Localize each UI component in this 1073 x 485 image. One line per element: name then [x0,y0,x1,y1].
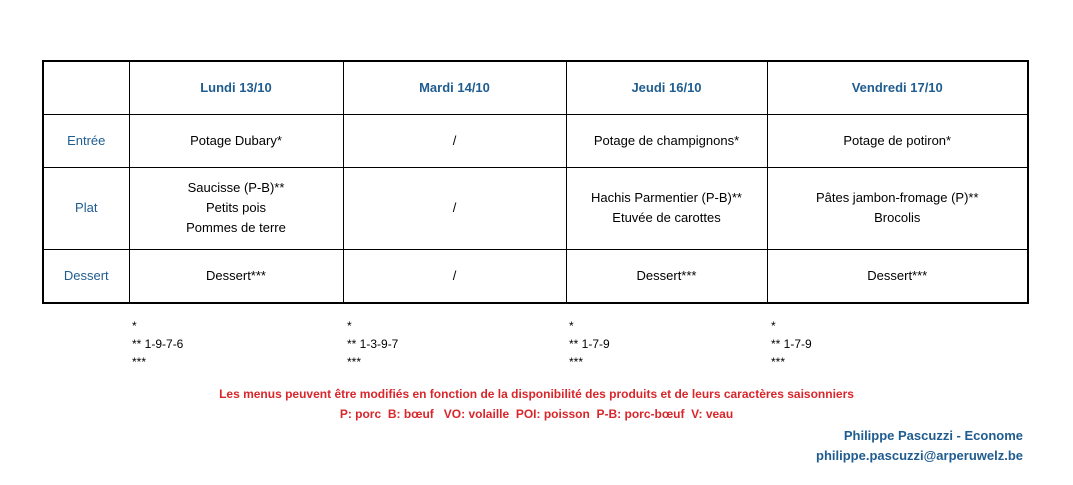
allergen-line: *** [347,355,362,369]
menu-cell [767,114,1028,167]
row-label: Entrée [43,114,129,167]
menu-cell [129,114,343,167]
menu-cell [343,167,566,249]
corner-cell [43,61,129,114]
day-header: Lundi 13/10 [129,61,343,114]
menu-item: Etuvée de carottes [612,210,721,225]
menu-cell [566,249,767,303]
row-label: Dessert [43,249,129,303]
header-row [43,61,1028,114]
menu-item: Potage Dubary* [190,132,282,148]
row-label: Plat [43,167,129,249]
menu-item: Dessert*** [867,267,928,283]
menu-cell [343,114,566,167]
allergen-line: * [771,319,776,333]
menu-cell [566,114,767,167]
menu-item: Dessert*** [206,267,266,283]
allergen-line: * [132,319,137,333]
menu-item: / [452,200,457,215]
menu-cell [129,249,343,303]
menu-table [42,60,1029,304]
menu-item: Potage de potiron* [843,132,952,148]
allergen-notes-friday [771,317,812,371]
menu-cell [767,167,1028,249]
menu-item: Dessert*** [636,267,697,283]
menu-item: Potage de champignons* [593,132,740,148]
signature-email[interactable]: philippe.pascuzzi@arperuwelz.be [816,448,1023,463]
allergen-line: *** [771,355,786,369]
menu-cell [343,249,566,303]
entree-row [43,114,1028,167]
plat-row [43,167,1028,249]
menu-cell [566,167,767,249]
allergen-line: * [569,319,574,333]
allergen-notes-thursday [569,317,610,371]
allergen-line: ** 1-7-9 [771,337,812,351]
menu-item: Saucisse (P-B)** [187,180,285,195]
dessert-row [43,249,1028,303]
menu-change-notice: Les menus peuvent être modifiés en fonction de la disponibilité des produits et de leurs caractères saisonniers [219,387,854,401]
allergen-line: ** 1-7-9 [569,337,610,351]
allergen-line: * [347,319,352,333]
menu-cell [129,167,343,249]
allergen-notes-monday [132,317,183,371]
allergen-notes-tuesday [347,317,398,371]
allergen-line: ** 1-9-7-6 [132,337,184,351]
day-header: Mardi 14/10 [343,61,566,114]
day-header: Vendredi 17/10 [767,61,1028,114]
menu-item: Petits pois [206,200,266,215]
menu-item: Brocolis [874,210,921,225]
day-header: Jeudi 16/10 [566,61,767,114]
menu-item: / [452,267,457,283]
signature-name: Philippe Pascuzzi - Econome [843,428,1023,443]
allergen-line: *** [569,355,584,369]
allergen-line: ** 1-3-9-7 [347,337,399,351]
menu-item: / [452,132,457,148]
abbreviation-legend: P: porc B: bœuf VO: volaille POI: poisson P-B: porc-bœuf V: veau [339,407,734,421]
menu-cell [767,249,1028,303]
allergen-line: *** [132,355,147,369]
menu-item: Pâtes jambon-fromage (P)** [815,190,979,205]
menu-item: Hachis Parmentier (P-B)** [591,190,742,205]
menu-item: Pommes de terre [186,220,286,235]
